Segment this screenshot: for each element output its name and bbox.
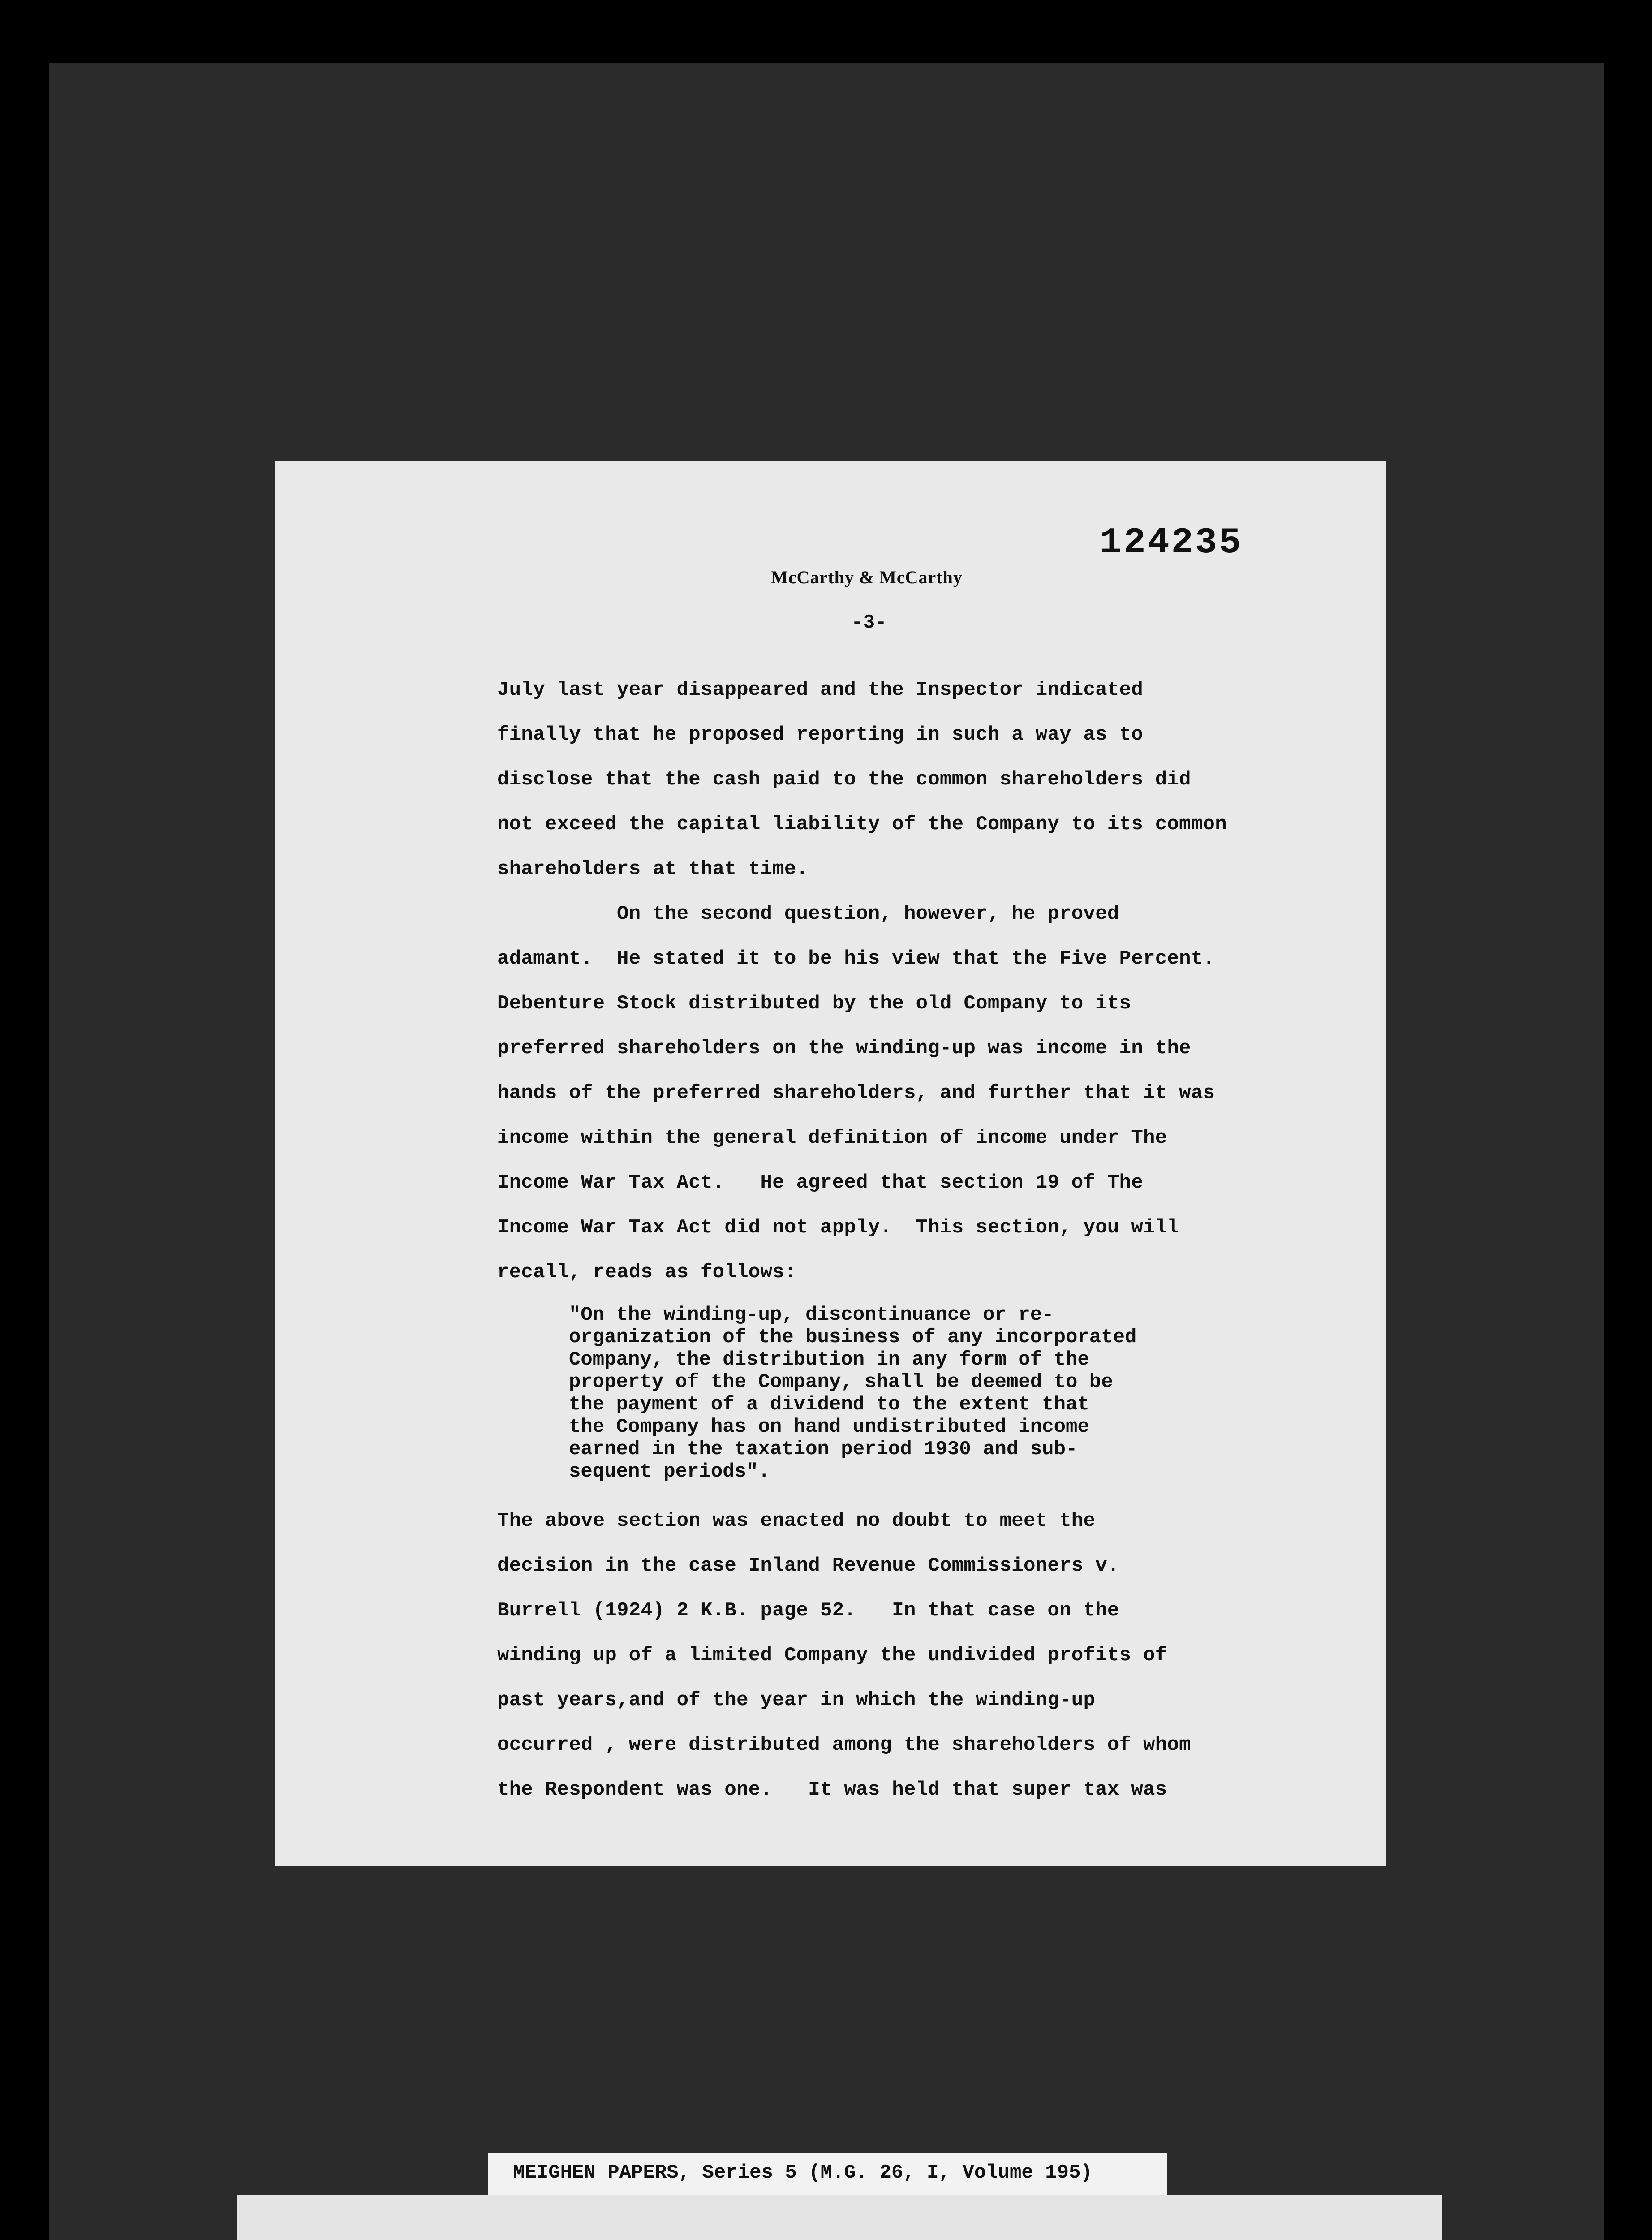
page-number: -3- <box>851 612 887 634</box>
quote-line: "On the winding-up, discontinuance or re- <box>569 1304 1054 1326</box>
quote-line: the Company has on hand undistributed income <box>569 1416 1089 1438</box>
quote-line: the payment of a dividend to the extent that <box>569 1393 1089 1416</box>
body-line: hands of the preferred shareholders, and further that it was <box>497 1082 1215 1104</box>
body-line: adamant. He stated it to be his view that the Five Percent. <box>497 948 1215 970</box>
body-line: July last year disappeared and the Inspector indicated <box>497 679 1144 701</box>
quote-line: organization of the business of any incorporated <box>569 1326 1137 1348</box>
quote-line: sequent periods". <box>569 1460 770 1483</box>
body-line: On the second question, however, he proved <box>497 903 1119 925</box>
body-line: shareholders at that time. <box>497 858 809 880</box>
archive-stamp <box>237 2195 1442 2240</box>
archive-label-text: MEIGHEN PAPERS, Series 5 (M.G. 26, I, Volume 195) <box>513 2162 1093 2184</box>
quote-line: earned in the taxation period 1930 and sub- <box>569 1438 1078 1460</box>
quote-line: Company, the distribution in any form of the <box>569 1348 1089 1371</box>
body-line: Income War Tax Act did not apply. This section, you will <box>497 1216 1179 1239</box>
body-line: Income War Tax Act. He agreed that section 19 of The <box>497 1172 1144 1194</box>
body-line: decision in the case Inland Revenue Commissioners v. <box>497 1555 1119 1577</box>
body-line: Debenture Stock distributed by the old Company to its <box>497 992 1131 1015</box>
body-line: Burrell (1924) 2 K.B. page 52. In that case on the <box>497 1599 1119 1622</box>
body-line: disclose that the cash paid to the common shareholders did <box>497 768 1191 791</box>
letterhead: McCarthy & McCarthy <box>771 567 963 587</box>
body-line: income within the general definition of income under The <box>497 1127 1167 1149</box>
body-line: the Respondent was one. It was held that super tax was <box>497 1779 1167 1801</box>
body-line: preferred shareholders on the winding-up was income in the <box>497 1037 1191 1060</box>
body-line: winding up of a limited Company the undivided profits of <box>497 1644 1167 1667</box>
document-number: 124235 <box>1100 522 1243 564</box>
letter-body <box>275 461 1386 1866</box>
archive-label <box>488 2153 1167 2197</box>
body-line: past years,and of the year in which the winding-up <box>497 1689 1096 1711</box>
body-line: not exceed the capital liability of the Company to its common <box>497 813 1227 836</box>
body-line: recall, reads as follows: <box>497 1261 796 1284</box>
quote-line: property of the Company, shall be deemed to be <box>569 1371 1113 1393</box>
body-line: occurred , were distributed among the shareholders of whom <box>497 1734 1191 1756</box>
body-line: finally that he proposed reporting in such a way as to <box>497 724 1144 746</box>
letter-page <box>275 461 1386 1866</box>
body-line: The above section was enacted no doubt to meet the <box>497 1510 1096 1532</box>
